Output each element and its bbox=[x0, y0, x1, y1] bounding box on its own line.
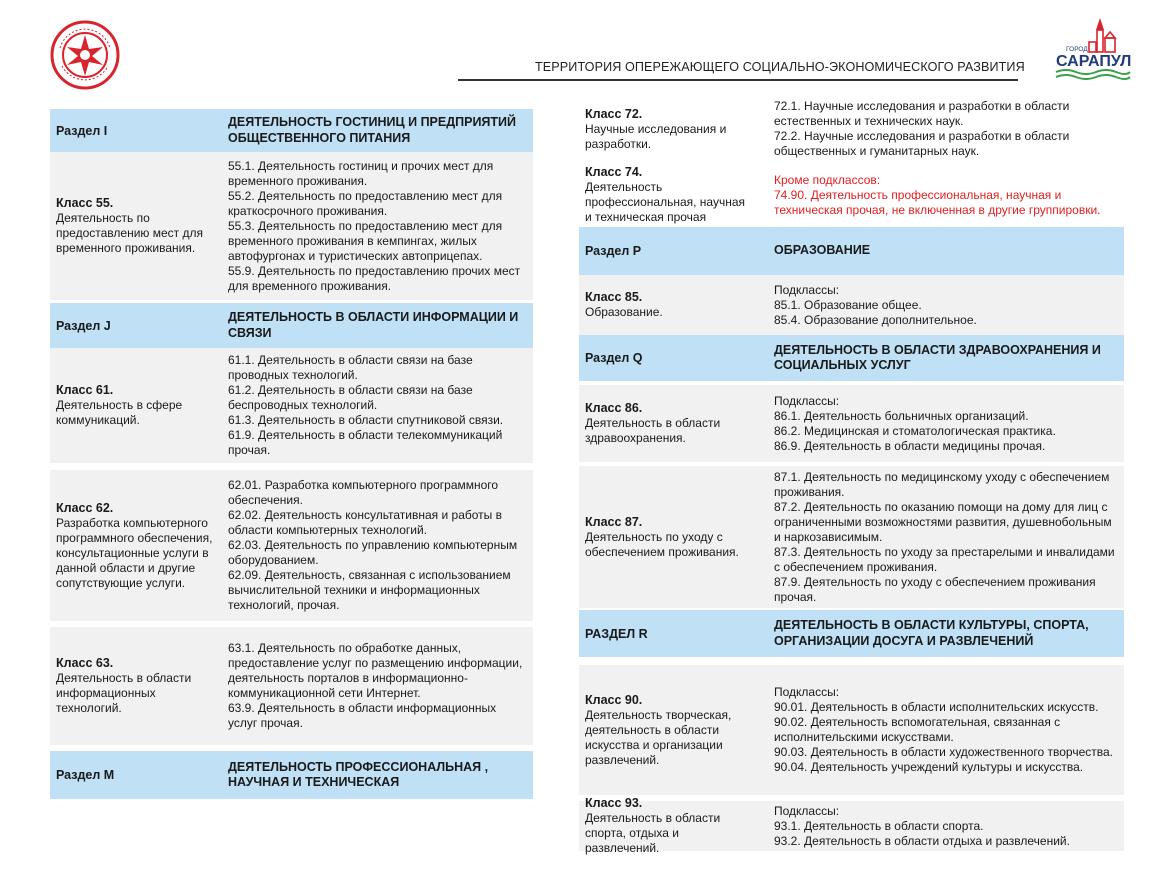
section-name: ДЕЯТЕЛЬНОСТЬ В ОБЛАСТИ ИНФОРМАЦИИ И СВЯЗИ bbox=[228, 310, 519, 340]
subclass-item: 90.01. Деятельность в области исполнительских искусств. bbox=[774, 700, 1099, 714]
subclass-item: 55.2. Деятельность по предоставлению мест для краткосрочного проживания. bbox=[228, 188, 503, 218]
class-55 bbox=[50, 152, 533, 300]
class-items bbox=[228, 627, 525, 745]
subclass-item: 90.03. Деятельность в области художественного творчества. bbox=[774, 745, 1113, 759]
subclass-item: 61.3. Деятельность в области спутниковой связи. bbox=[228, 413, 504, 427]
class-title: Класс 90. bbox=[585, 692, 643, 707]
class-title: Класс 63. bbox=[56, 656, 114, 670]
section-m bbox=[50, 751, 533, 799]
class-description: Деятельность творческая, деятельность в области искусства и организации развлечений. bbox=[585, 707, 732, 767]
class-description: Деятельность по предоставлению мест для временного проживания. bbox=[56, 211, 203, 255]
subclass-item: 87.3. Деятельность по уходу за престарелыми и инвалидами с обеспечением проживания. bbox=[774, 544, 1115, 574]
class-title: Класс 85. bbox=[585, 290, 643, 304]
class-items bbox=[774, 97, 1116, 161]
class-90 bbox=[579, 665, 1124, 795]
section-p bbox=[579, 227, 1124, 275]
subclass-item: 62.01. Разработка компьютерного программного обеспечения. bbox=[228, 478, 499, 507]
class-63 bbox=[50, 627, 533, 745]
section-code: Раздел J bbox=[56, 318, 111, 333]
subclass-item: 61.2. Деятельность в области связи на базе беспроводных технологий. bbox=[228, 383, 473, 412]
sarapul-city-logo bbox=[1052, 16, 1132, 86]
class-label bbox=[56, 152, 222, 300]
subclass-item: 90.04. Деятельность учреждений культуры и искусства. bbox=[774, 760, 1084, 774]
class-label bbox=[585, 163, 751, 227]
class-items bbox=[774, 466, 1116, 608]
class-description: Деятельность в области информационных технологий. bbox=[56, 671, 192, 715]
subclass-note: Подклассы: bbox=[774, 803, 840, 818]
subclass-item: 55.1. Деятельность гостиниц и прочих мест для временного проживания. bbox=[228, 158, 494, 188]
subclass-item: 62.02. Деятельность консультативная и работы в области компьютерных технологий. bbox=[228, 508, 502, 537]
subclass-item: 62.09. Деятельность, связанная с использованием вычислительной техники и информационных технологий, прочая. bbox=[228, 568, 511, 612]
class-label bbox=[585, 385, 751, 462]
logo-big-text: САРАПУЛ bbox=[1056, 53, 1132, 70]
class-74 bbox=[579, 163, 1124, 227]
class-62 bbox=[50, 470, 533, 621]
subclass-note: Подклассы: bbox=[774, 282, 840, 297]
section-q bbox=[579, 335, 1124, 381]
section-i bbox=[50, 109, 533, 152]
class-description: Деятельность по уходу с обеспечением проживания. bbox=[585, 529, 739, 559]
subclass-item: 63.9. Деятельность в области информационных услуг прочая. bbox=[228, 701, 497, 730]
class-label bbox=[585, 665, 751, 795]
subclass-item: 55.9. Деятельность по предоставлению прочих мест для временного проживания. bbox=[228, 263, 521, 293]
class-label bbox=[56, 348, 222, 463]
invest-udmurtia-logo bbox=[50, 20, 120, 90]
class-items bbox=[774, 385, 1116, 462]
subclass-item: 55.3. Деятельность по предоставлению мест для временного проживания в кемпингах, жилых автофургонах и туристических автоприцепах. bbox=[228, 218, 503, 263]
class-title: Класс 72. bbox=[585, 106, 643, 121]
class-items bbox=[774, 801, 1116, 851]
subclass-item: 93.1. Деятельность в области спорта. bbox=[774, 818, 984, 833]
class-label bbox=[56, 627, 222, 745]
subclass-item: 86.9. Деятельность в области медицины прочая. bbox=[774, 438, 1046, 453]
subclass-item: 63.1. Деятельность по обработке данных, предоставление услуг по размещению информации, деятельность порталов в информационно-коммуникационной сети Интернет. bbox=[228, 641, 523, 700]
class-items bbox=[228, 152, 525, 300]
subclass-item: 74.90. Деятельность профессиональная, научная и техническая прочая, не включенная в другие группировки. bbox=[774, 187, 1101, 217]
class-items bbox=[774, 275, 1116, 335]
subclass-item: 87.9. Деятельность по уходу с обеспечением проживания прочая. bbox=[774, 574, 1096, 604]
class-85 bbox=[579, 275, 1124, 335]
section-j bbox=[50, 303, 533, 348]
subclass-note: Подклассы: bbox=[774, 685, 840, 699]
subclass-item: 87.1. Деятельность по медицинскому уходу с обеспечением проживания. bbox=[774, 469, 1110, 499]
class-description: Деятельность в области здравоохранения. bbox=[585, 416, 721, 445]
class-label bbox=[585, 796, 751, 855]
class-87 bbox=[579, 466, 1124, 608]
class-title: Класс 61. bbox=[56, 383, 114, 397]
class-61 bbox=[50, 348, 533, 463]
subclass-item: 72.2. Научные исследования и разработки в области общественных и гуманитарных наук. bbox=[774, 129, 1070, 158]
section-name: ОБРАЗОВАНИЕ bbox=[774, 243, 871, 258]
subclass-item: 62.03. Деятельность по управлению компьютерным оборудованием. bbox=[228, 538, 518, 567]
section-code: Раздел P bbox=[585, 244, 642, 258]
header-divider bbox=[458, 79, 1018, 81]
page-title: ТЕРРИТОРИЯ ОПЕРЕЖАЮЩЕГО СОЦИАЛЬНО-ЭКОНОМИЧЕСКОГО РАЗВИТИЯ bbox=[535, 60, 1025, 74]
class-title: Класс 86. bbox=[585, 401, 643, 415]
section-code: РАЗДЕЛ R bbox=[585, 626, 648, 641]
subclass-item: 85.4. Образование дополнительное. bbox=[774, 312, 977, 327]
class-description: Научные исследования и разработки. bbox=[585, 121, 727, 151]
class-description: Деятельность профессиональная, научная и техническая прочая bbox=[585, 180, 746, 224]
subclass-item: 72.1. Научные исследования и разработки в области естественных и технических наук. bbox=[774, 99, 1070, 128]
section-code: Раздел I bbox=[56, 123, 108, 138]
class-label bbox=[585, 275, 751, 335]
class-86 bbox=[579, 385, 1124, 462]
section-name: ДЕЯТЕЛЬНОСТЬ В ОБЛАСТИ КУЛЬТУРЫ, СПОРТА, ОРГАНИЗАЦИИ ДОСУГА И РАЗВЛЕЧЕНИЙ bbox=[774, 618, 1089, 648]
section-name: ДЕЯТЕЛЬНОСТЬ ПРОФЕССИОНАЛЬНАЯ , НАУЧНАЯ И ТЕХНИЧЕСКАЯ bbox=[228, 759, 489, 789]
class-title: Класс 55. bbox=[56, 196, 114, 210]
class-label bbox=[585, 466, 751, 608]
subclass-item: 85.1. Образование общее. bbox=[774, 297, 922, 312]
class-description: Деятельность в области спорта, отдыха и развлечений. bbox=[585, 811, 721, 855]
class-description: Деятельность в сфере коммуникаций. bbox=[56, 398, 183, 427]
subclass-item: 93.2. Деятельность в области отдыха и развлечений. bbox=[774, 833, 1070, 848]
subclass-item: 90.02. Деятельность вспомогательная, связанная с исполнительскими искусствами. bbox=[774, 715, 1061, 744]
subclass-note: Подклассы: bbox=[774, 393, 840, 408]
logo-small-text: ГОРОД bbox=[1066, 46, 1088, 53]
section-code: Раздел M bbox=[56, 768, 115, 782]
class-items bbox=[774, 665, 1116, 795]
class-items bbox=[228, 470, 525, 621]
subclass-item: 61.9. Деятельность в области телекоммуникаций прочая. bbox=[228, 428, 503, 457]
section-code: Раздел Q bbox=[585, 351, 643, 365]
class-label bbox=[585, 97, 751, 161]
section-name: ДЕЯТЕЛЬНОСТЬ ГОСТИНИЦ И ПРЕДПРИЯТИЙ ОБЩЕСТВЕННОГО ПИТАНИЯ bbox=[228, 115, 517, 145]
subclass-note: Кроме подклассов: bbox=[774, 172, 881, 187]
class-label bbox=[56, 470, 222, 621]
class-title: Класс 87. bbox=[585, 514, 643, 529]
class-items bbox=[774, 163, 1116, 227]
subclass-item: 86.1. Деятельность больничных организаций. bbox=[774, 408, 1029, 423]
class-title: Класс 93. bbox=[585, 796, 643, 810]
section-r bbox=[579, 610, 1124, 657]
class-title: Класс 62. bbox=[56, 500, 114, 515]
class-93 bbox=[579, 796, 1124, 855]
subclass-item: 87.2. Деятельность по оказанию помощи на дому для лиц с ограниченными возможностями развития, душевнобольным и наркозависимым. bbox=[774, 499, 1112, 544]
class-items bbox=[228, 348, 525, 463]
class-description: Образование. bbox=[585, 305, 663, 319]
class-description: Разработка компьютерного программного обеспечения, консультационные услуги в данной области и другие сопутствующие услуги. bbox=[56, 515, 213, 590]
class-72 bbox=[579, 97, 1124, 161]
subclass-item: 61.1. Деятельность в области связи на базе проводных технологий. bbox=[228, 353, 473, 382]
subclass-item: 86.2. Медицинская и стоматологическая практика. bbox=[774, 423, 1056, 438]
section-name: ДЕЯТЕЛЬНОСТЬ В ОБЛАСТИ ЗДРАВООХРАНЕНИЯ И СОЦИАЛЬНЫХ УСЛУГ bbox=[774, 342, 1101, 372]
class-title: Класс 74. bbox=[585, 165, 643, 179]
